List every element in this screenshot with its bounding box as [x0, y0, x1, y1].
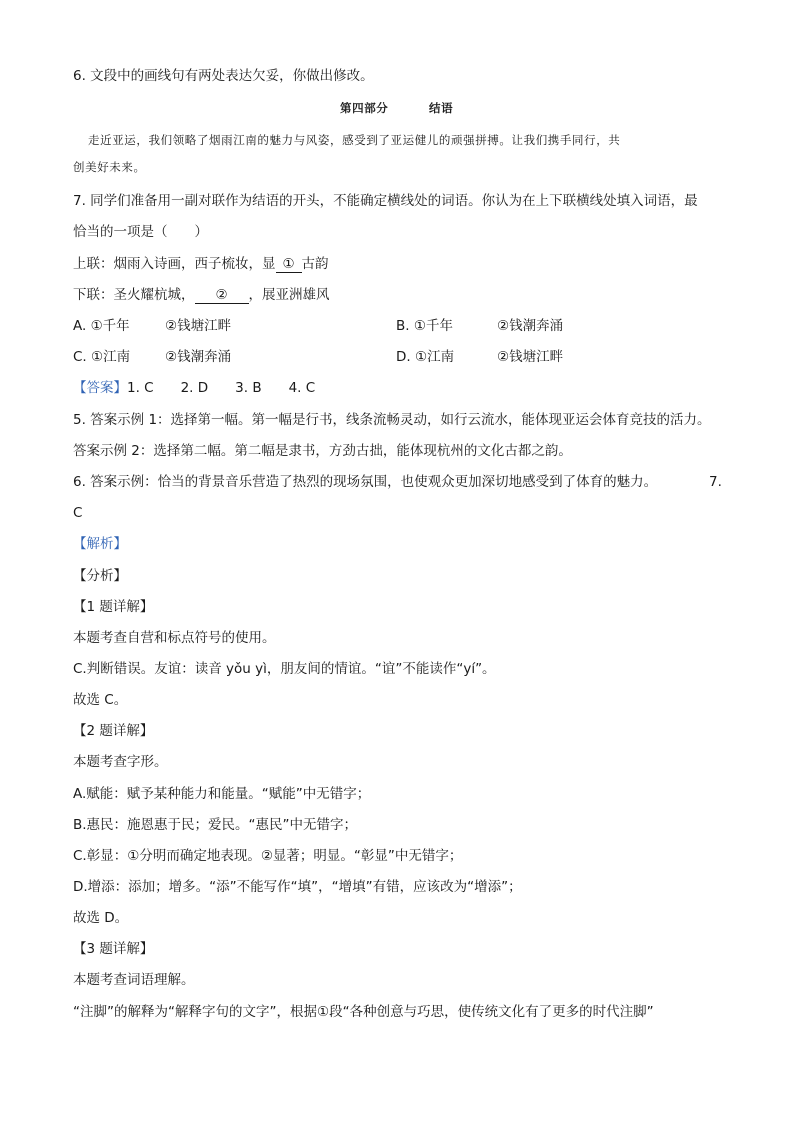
- detail-1-line1: 本题考查自营和标点符号的使用。: [73, 630, 276, 646]
- detail-2-line1: 本题考查字形。: [73, 754, 168, 770]
- question-6: 6. 文段中的画线句有两处表达欠妥，你做出修改。: [73, 68, 374, 84]
- answer-tag: 【答案】: [73, 380, 127, 396]
- detail-2-line4: C.彰显：①分明而确定地表现。②显著；明显。“彰显”中无错字；: [73, 848, 463, 864]
- detail-2-line3: B.惠民：施恩惠于民；爱民。“惠民”中无错字；: [73, 817, 358, 833]
- couplet-upper: 上联：烟雨入诗画，西子梳妆，显 ① 古韵: [73, 256, 329, 272]
- analysis-tag: 【解析】: [73, 536, 127, 552]
- detail-2-title: 【2 题详解】: [73, 723, 154, 739]
- detail-1-line2: C.判断错误。友谊：读音 yǒu yì，朋友间的情谊。“谊”不能读作“yí”。: [73, 661, 496, 677]
- couplet-upper-blank: ①: [276, 256, 302, 273]
- option-a: A. ①千年 ②钱塘江畔: [73, 318, 232, 334]
- section-heading: [340, 98, 453, 118]
- answer-6: 6. 答案示例：恰当的背景音乐营造了热烈的现场氛围，也使观众更加深切地感受到了体育的魅力。: [73, 474, 658, 490]
- answer-7-letter: C: [73, 505, 83, 521]
- conclusion-paragraph-line1: 走近亚运，我们领略了烟雨江南的魅力与风姿，感受到了亚运健儿的顽强拼搏。让我们携手同行，共: [88, 133, 621, 147]
- answer-5-line2: 答案示例 2：选择第二幅。第二幅是隶书，方劲古拙，能体现杭州的文化古都之韵。: [73, 443, 572, 459]
- question-7-line1: 7. 同学们准备用一副对联作为结语的开头，不能确定横线处的词语。你认为在上下联横线处填入词语，最: [73, 193, 698, 209]
- detail-1-title: 【1 题详解】: [73, 599, 154, 615]
- question-7-line2: 恰当的一项是（ ）: [73, 224, 208, 240]
- answer-line: [73, 378, 315, 398]
- section-title: 结语: [429, 101, 454, 115]
- detail-1-line3: 故选 C。: [73, 692, 128, 708]
- answer-5-line1: 5. 答案示例 1：选择第一幅。第一幅是行书，线条流畅灵动，如行云流水，能体现亚运会体育竞技的活力。: [73, 412, 711, 428]
- couplet-lower-blank: ②: [195, 287, 249, 304]
- couplet-lower: 下联：圣火耀杭城， ② ，展亚洲雄风: [73, 287, 330, 303]
- conclusion-paragraph-line2: 创美好未来。: [73, 160, 146, 174]
- detail-2-line5: D.增添：添加；增多。“添”不能写作“填”，“增填”有错，应该改为“增添”；: [73, 879, 522, 895]
- analysis-heading: 【分析】: [73, 568, 127, 584]
- option-d: D. ①江南 ②钱塘江畔: [396, 349, 564, 365]
- detail-3-line2: “注脚”的解释为“解释字句的文字”，根据①段“各种创意与巧思，使传统文化有了更多的时代注脚”: [73, 1004, 654, 1020]
- option-b: B. ①千年 ②钱潮奔涌: [396, 318, 564, 334]
- detail-3-title: 【3 题详解】: [73, 941, 154, 957]
- section-part: 第四部分: [340, 101, 389, 115]
- detail-2-line2: A.赋能：赋予某种能力和能量。“赋能”中无错字；: [73, 786, 371, 802]
- answer-choices: 1. C 2. D 3. B 4. C: [127, 380, 316, 396]
- detail-3-line1: 本题考查词语理解。: [73, 972, 195, 988]
- option-c: C. ①江南 ②钱潮奔涌: [73, 349, 232, 365]
- answer-7-number: 7.: [709, 474, 722, 490]
- detail-2-line6: 故选 D。: [73, 910, 129, 926]
